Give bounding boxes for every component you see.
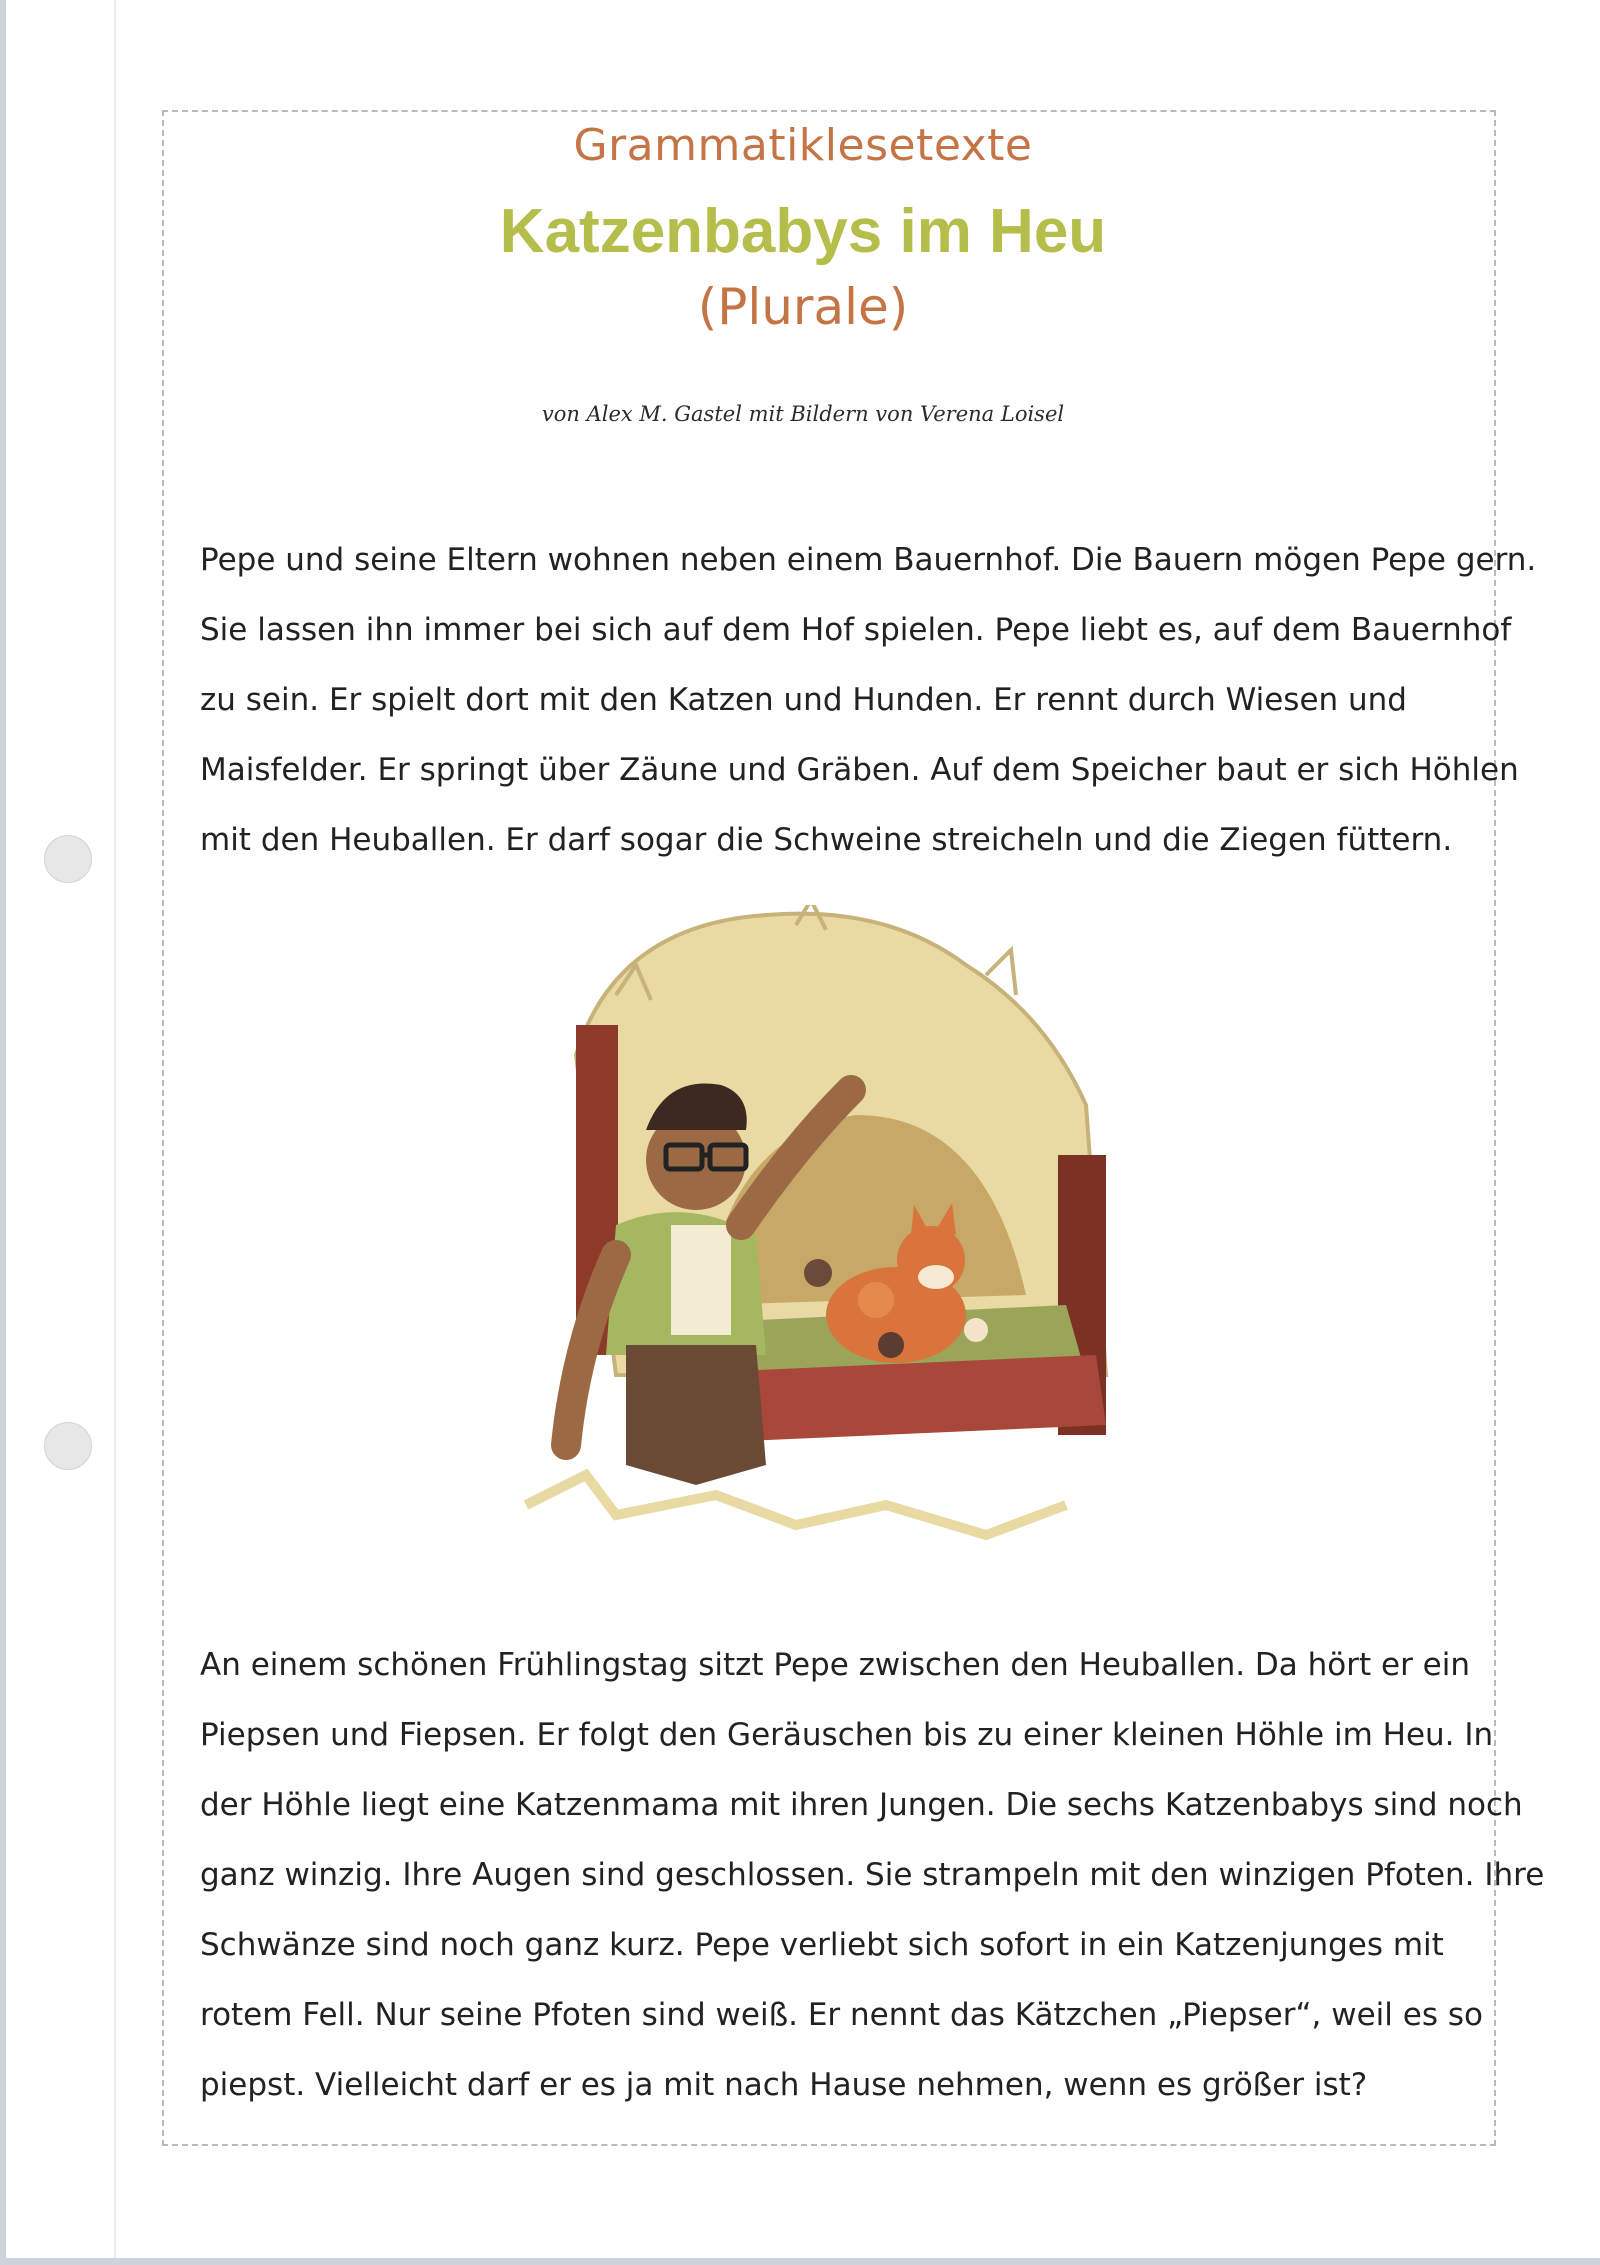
text-line: An einem schönen Frühlingstag sitzt Pepe zwischen den Heuballen. Da hört er ein (200, 1647, 1471, 1683)
series-heading: Grammatiklesetexte (573, 120, 1033, 171)
text-line: der Höhle liegt eine Katzenmama mit ihren Jungen. Die sechs Katzenbabys sind noch (200, 1787, 1523, 1823)
illustration-boy-with-kittens (466, 905, 1166, 1545)
text-line: ganz winzig. Ihre Augen sind geschlossen. Sie strampeln mit den winzigen Pfoten. Ihre (200, 1857, 1545, 1893)
text-line: mit den Heuballen. Er darf sogar die Schweine streicheln und die Ziegen füttern. (200, 822, 1453, 858)
text-line: Pepe und seine Eltern wohnen neben einem Bauernhof. Die Bauern mögen Pepe gern. (200, 542, 1537, 578)
text-line: zu sein. Er spielt dort mit den Katzen und Hunden. Er rennt durch Wiesen und (200, 682, 1407, 718)
text-line: rotem Fell. Nur seine Pfoten sind weiß. Er nennt das Kätzchen „Piepser“, weil es so (200, 1997, 1483, 2033)
punch-hole-top (44, 835, 92, 883)
document-page (6, 0, 1600, 2258)
text-line: Maisfelder. Er springt über Zäune und Gräben. Auf dem Speicher baut er sich Höhlen (200, 752, 1519, 788)
paragraph-2 (200, 1630, 1545, 2120)
text-line: piepst. Vielleicht darf er es ja mit nach Hause nehmen, wenn es größer ist? (200, 2067, 1368, 2103)
page-margin-line (114, 0, 116, 2258)
page-title: Katzenbabys im Heu (499, 197, 1107, 266)
paragraph-1 (200, 525, 1537, 875)
page-subtitle: (Plurale) (697, 278, 909, 336)
text-line: Schwänze sind noch ganz kurz. Pepe verliebt sich sofort in ein Katzenjunges mit (200, 1927, 1444, 1963)
text-line: Sie lassen ihn immer bei sich auf dem Hof spielen. Pepe liebt es, auf dem Bauernhof (200, 612, 1512, 648)
punch-hole-bottom (44, 1422, 92, 1470)
byline: von Alex M. Gastel mit Bildern von Verena Loisel (541, 402, 1065, 426)
text-line: Piepsen und Fiepsen. Er folgt den Geräuschen bis zu einer kleinen Höhle im Heu. In (200, 1717, 1494, 1753)
